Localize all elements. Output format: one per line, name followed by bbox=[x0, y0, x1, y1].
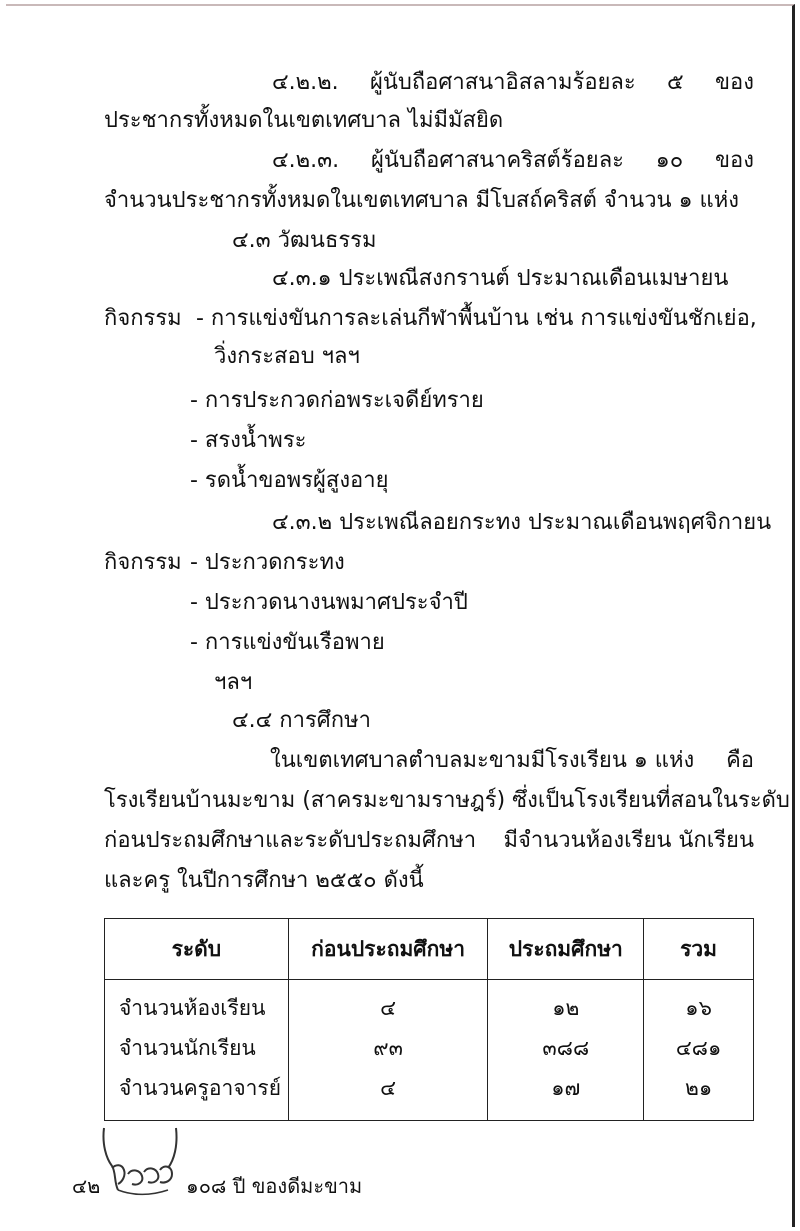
cell-value: ๑๖ bbox=[685, 996, 712, 1020]
table-header-row bbox=[105, 919, 754, 980]
cell-value: ๔ bbox=[380, 996, 397, 1020]
section-heading-432: ๔.๓.๒ ประเพณีลอยกระทง ประมาณเดือนพฤศจิกายน bbox=[272, 510, 772, 535]
section-heading-431: ๔.๓.๑ ประเพณีสงกรานต์ ประมาณเดือนเมษายน bbox=[272, 266, 729, 291]
row-label: จำนวนห้องเรียน bbox=[119, 996, 266, 1020]
education-table bbox=[104, 918, 754, 1121]
activity-label: กิจกรรม bbox=[104, 550, 182, 575]
activity-item: - การแข่งขันการละเล่นกีฬาพื้นบ้าน เช่น การแข่งขันชักเย่อ, bbox=[196, 306, 757, 331]
activity-item: วิ่งกระสอบ ฯลฯ bbox=[214, 344, 360, 369]
activity-item: - ประกวดกระทง bbox=[190, 550, 345, 575]
cell-value: ๔ bbox=[380, 1076, 397, 1100]
education-line2: โรงเรียนบ้านมะขาม (สาครมะขามราษฎร์) ซึ่งเป็นโรงเรียนที่สอนในระดับ bbox=[104, 788, 790, 813]
cell-value: ๑๗ bbox=[551, 1076, 581, 1100]
row-label: จำนวนนักเรียน bbox=[119, 1036, 256, 1060]
activity-item: - การแข่งขันเรือพาย bbox=[190, 630, 385, 655]
label-column bbox=[105, 980, 289, 1121]
education-line1 bbox=[270, 746, 754, 776]
paragraph-423-line1 bbox=[272, 146, 754, 176]
header-pre-primary: ก่อนประถมศึกษา bbox=[288, 919, 488, 980]
paragraph-422-line2: ประชากรทั้งหมดในเขตเทศบาล ไม่มีมัสยิด bbox=[104, 108, 504, 133]
cell-value: ๒๑ bbox=[684, 1076, 713, 1100]
text: ผู้นับถือศาสนาอิสลามร้อยละ bbox=[369, 70, 636, 95]
section-heading-43: ๔.๓ วัฒนธรรม bbox=[232, 228, 377, 253]
header-total: รวม bbox=[644, 919, 754, 980]
row-label: จำนวนครูอาจารย์ bbox=[119, 1076, 282, 1100]
text: มีจำนวนห้องเรียน นักเรียน bbox=[503, 828, 754, 853]
cell-value: ๙๓ bbox=[373, 1036, 403, 1060]
number: ๑๐ bbox=[655, 148, 684, 173]
header-primary: ประถมศึกษา bbox=[488, 919, 644, 980]
book-title: ๑๐๘ ปี ของดีมะขาม bbox=[186, 1174, 363, 1198]
activity-item: - การประกวดก่อพระเจดีย์ทราย bbox=[190, 388, 484, 413]
text: คือ bbox=[726, 748, 754, 773]
cell-value: ๔๘๑ bbox=[675, 1036, 722, 1060]
text: ของ bbox=[714, 148, 754, 173]
header-level: ระดับ bbox=[105, 919, 289, 980]
primary-column bbox=[488, 980, 644, 1121]
tamarind-logo-icon bbox=[98, 1124, 182, 1204]
activity-label: กิจกรรม bbox=[104, 306, 182, 331]
cell-value: ๑๒ bbox=[552, 996, 580, 1020]
text: ของ bbox=[715, 70, 754, 95]
activity-item: ฯลฯ bbox=[214, 670, 253, 695]
section-number: ๔.๒.๓. bbox=[272, 148, 340, 173]
number: ๕ bbox=[667, 70, 684, 95]
text: ผู้นับถือศาสนาคริสต์ร้อยละ bbox=[370, 148, 624, 173]
education-line4: และครู ในปีการศึกษา ๒๕๕๐ ดังนี้ bbox=[104, 868, 424, 893]
page-number: ๔๒ bbox=[72, 1174, 101, 1198]
education-line3 bbox=[104, 826, 754, 856]
paragraph-422-line1 bbox=[272, 68, 754, 98]
section-heading-44: ๔.๔ การศึกษา bbox=[232, 708, 371, 733]
total-column bbox=[644, 980, 754, 1121]
text: ในเขตเทศบาลตำบลมะขามมีโรงเรียน ๑ แห่ง bbox=[270, 748, 695, 773]
cell-value: ๓๘๘ bbox=[542, 1036, 590, 1060]
pre-primary-column bbox=[288, 980, 488, 1121]
paragraph-423-line2: จำนวนประชากรทั้งหมดในเขตเทศบาล มีโบสถ์คริสต์ จำนวน ๑ แห่ง bbox=[104, 188, 739, 213]
table-body-row bbox=[105, 980, 754, 1121]
activity-item: - สรงน้ำพระ bbox=[190, 428, 307, 453]
activity-item: - ประกวดนางนพมาศประจำปี bbox=[190, 590, 468, 615]
activity-item: - รดน้ำขอพรผู้สูงอายุ bbox=[190, 468, 389, 493]
section-number: ๔.๒.๒. bbox=[272, 70, 339, 95]
text: ก่อนประถมศึกษาและระดับประถมศึกษา bbox=[104, 828, 477, 853]
